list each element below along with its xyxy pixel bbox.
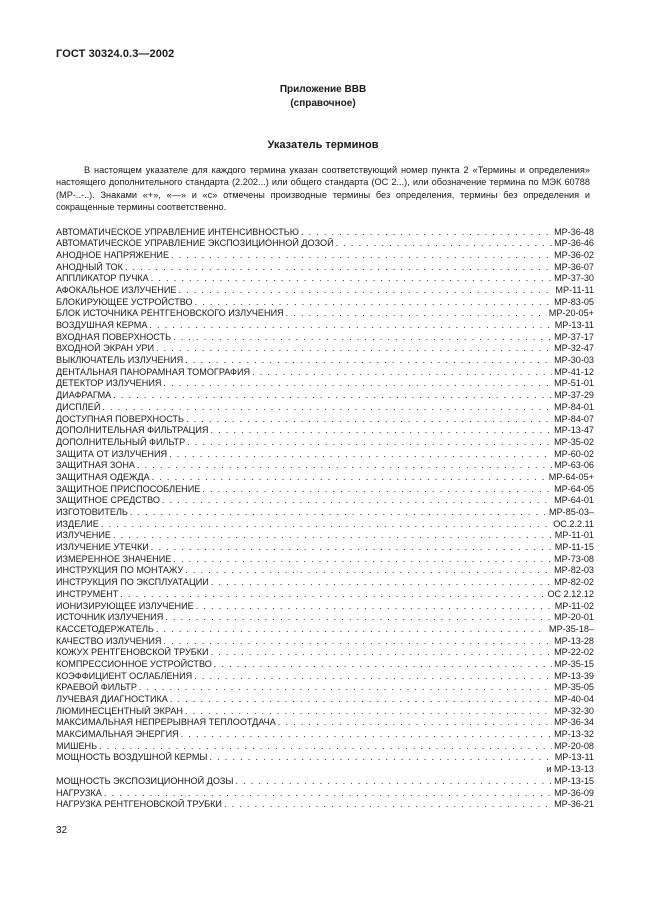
index-entry — [56, 495, 594, 507]
index-reference: МР-11-02 — [554, 600, 594, 611]
index-reference: МР-11-11 — [555, 284, 594, 295]
index-term: ИЗЛУЧЕНИЕ — [56, 530, 111, 541]
dot-leader — [125, 262, 552, 274]
dot-leader — [286, 308, 547, 320]
index-title: Указатель терминов — [267, 139, 379, 151]
index-entry — [56, 320, 594, 332]
index-term: ДОСТУПНАЯ ПОВЕРХНОСТЬ — [56, 413, 184, 424]
dot-leader — [210, 752, 553, 764]
appendix-heading — [0, 83, 646, 111]
index-term: ИОНИЗИРУЮЩЕЕ ИЗЛУЧЕНИЕ — [56, 600, 194, 611]
index-term: ИЗЛУЧЕНИЕ УТЕЧКИ — [56, 542, 149, 553]
index-reference: МР-41-12 — [554, 366, 594, 377]
index-entry — [56, 507, 594, 519]
index-term: ДИАФРАГМА — [56, 390, 112, 401]
index-reference: МР-36-21 — [554, 799, 594, 810]
index-term: ИСТОЧНИК ИЗЛУЧЕНИЯ — [56, 612, 164, 623]
index-reference: МР-84-07 — [554, 413, 594, 424]
index-entry — [56, 788, 594, 800]
index-entry — [56, 752, 594, 764]
index-entry — [56, 227, 594, 239]
index-term: НАГРУЗКА — [56, 787, 102, 798]
dot-leader — [137, 460, 552, 472]
index-entry — [56, 308, 594, 320]
index-reference: МР-13-11 — [554, 320, 594, 330]
index-reference: МР-64-01 — [554, 495, 594, 506]
dot-leader — [173, 554, 552, 566]
index-term: НАГРУЗКА РЕНТГЕНОВСКОЙ ТРУБКИ — [56, 799, 222, 810]
index-term: АНОДНЫЙ ТОК — [56, 261, 123, 272]
index-entry — [56, 460, 594, 472]
index-reference: МР-32-30 — [554, 705, 594, 716]
index-reference: МР-64-05 — [554, 483, 594, 494]
index-term: ВОЗДУШНАЯ КЕРМА — [56, 320, 148, 330]
dot-leader — [120, 589, 545, 601]
index-entry — [56, 472, 594, 484]
appendix-subtitle: (справочное) — [290, 98, 356, 109]
index-term: МОЩНОСТЬ ЭКСПОЗИЦИОННОЙ ДОЗЫ — [56, 775, 234, 786]
index-term: КРАЕВОЙ ФИЛЬТР — [56, 682, 137, 693]
index-reference: МР-13-11 — [554, 752, 594, 763]
index-intro: В настоящем указателе для каждого термина указан соответствующий номер пункта 2 «Термины и определения» настоящего дополнительного стандарта (2.202...) или общего стандарта (ОС 2...), или обозначение термина по МЭК 60788 (МР-..-..). Знаками «+», «—» и «с» отмечены производные термины без определения, термины без определения и сокращенные термины соответственно. — [56, 165, 590, 213]
index-entry — [56, 776, 594, 788]
dot-leader — [165, 612, 552, 624]
index-term: КОЖУХ РЕНТГЕНОВСКОЙ ТРУБКИ — [56, 647, 209, 658]
index-entry — [56, 799, 594, 811]
index-reference: МР-60-02 — [554, 448, 594, 459]
index-entry — [56, 530, 594, 542]
index-entry — [56, 565, 594, 577]
dot-leader — [235, 776, 552, 788]
index-entry — [56, 285, 594, 297]
dot-leader — [113, 390, 552, 402]
dot-leader — [101, 519, 551, 531]
dot-leader — [252, 367, 552, 379]
index-term: КАЧЕСТВО ИЗЛУЧЕНИЯ — [56, 635, 162, 646]
dot-leader — [214, 659, 552, 671]
index-entry — [56, 694, 594, 706]
dot-leader — [185, 565, 552, 577]
dot-leader — [99, 741, 552, 753]
dot-leader — [170, 694, 552, 706]
index-entry — [56, 589, 594, 601]
dot-leader — [151, 542, 553, 554]
index-term: ЗАЩИТНАЯ ЗОНА — [56, 460, 135, 471]
index-reference: МР-36-02 — [554, 249, 594, 260]
index-reference: МР-13-15 — [554, 775, 594, 786]
index-term: АВТОМАТИЧЕСКОЕ УПРАВЛЕНИЕ ИНТЕНСИВНОСТЬЮ — [56, 226, 299, 237]
index-entry — [56, 682, 594, 694]
dot-leader — [194, 671, 552, 683]
index-reference: МР-37-29 — [554, 390, 594, 401]
index-term: ВХОДНОЙ ЭКРАН УРИ — [56, 343, 154, 354]
index-entry — [56, 355, 594, 367]
index-entry — [56, 437, 594, 449]
page-number: 32 — [56, 825, 68, 836]
index-term: ИЗМЕРЕННОЕ ЗНАЧЕНИЕ — [56, 553, 172, 564]
index-entry — [56, 612, 594, 624]
index-term: МОЩНОСТЬ ВОЗДУШНОЙ КЕРМЫ — [56, 752, 208, 763]
dot-leader — [152, 472, 547, 484]
index-reference: МР-36-34 — [554, 717, 594, 728]
index-term: ЗАЩИТНОЕ СРЕДСТВО — [56, 495, 160, 506]
index-entry — [56, 449, 594, 461]
index-entry — [56, 542, 594, 554]
index-term: АППЛИКАТОР ПУЧКА — [56, 273, 149, 284]
dot-leader — [187, 437, 552, 449]
index-term: ИЗДЕЛИЕ — [56, 518, 99, 529]
index-reference: МР-84-01 — [554, 401, 594, 412]
index-entry — [56, 332, 594, 344]
index-reference: МР-13-32 — [554, 729, 594, 740]
dot-leader — [173, 332, 552, 344]
dot-leader — [149, 320, 552, 332]
dot-leader — [162, 495, 552, 507]
index-term: КОМПРЕССИОННОЕ УСТРОЙСТВО — [56, 658, 212, 669]
dot-leader — [130, 507, 547, 519]
dot-leader — [211, 577, 552, 589]
dot-leader — [163, 636, 552, 648]
index-reference: МР-36-09 — [554, 787, 594, 798]
index-term: ЗАЩИТНОЕ ПРИСПОСОБЛЕНИЕ — [56, 483, 201, 494]
index-entry — [56, 414, 594, 426]
dot-leader — [181, 729, 552, 741]
dot-leader — [151, 273, 552, 285]
index-reference: МР-82-02 — [554, 577, 594, 588]
index-entry — [56, 659, 594, 671]
index-reference-continuation: и МР-13-13 — [546, 764, 594, 775]
index-term: БЛОК ИСТОЧНИКА РЕНТГЕНОВСКОГО ИЗЛУЧЕНИЯ — [56, 308, 284, 319]
dot-leader — [336, 238, 552, 250]
index-term: ИЗГОТОВИТЕЛЬ — [56, 507, 128, 517]
dot-leader — [185, 355, 552, 367]
index-reference: МР-11-01 — [554, 530, 594, 541]
index-term: ЗАЩИТНАЯ ОДЕЖДА — [56, 471, 150, 482]
document-code: ГОСТ 30324.0.3—2002 — [56, 48, 175, 60]
dot-leader — [171, 250, 552, 262]
index-reference: МР-36-48 — [554, 226, 594, 237]
index-reference: МР-13-28 — [554, 635, 594, 646]
index-reference: МР-11-15 — [554, 542, 594, 553]
dot-leader — [196, 601, 553, 613]
index-entry — [56, 378, 594, 390]
index-term: БЛОКИРУЮЩЕЕ УСТРОЙСТВО — [56, 296, 193, 307]
index-reference: МР-13-39 — [554, 670, 594, 681]
index-term: ЛЮМИНЕСЦЕНТНЫЙ ЭКРАН — [56, 705, 183, 716]
index-reference: МР-37-30 — [554, 273, 594, 284]
index-entry — [56, 577, 594, 589]
index-reference: МР-20-01 — [554, 612, 594, 623]
index-term: АНОДНОЕ НАПРЯЖЕНИЕ — [56, 249, 170, 260]
dot-leader — [156, 343, 552, 355]
index-reference: МР-32-47 — [554, 343, 594, 354]
dot-leader — [278, 717, 552, 729]
index-entry — [56, 647, 594, 659]
index-term: ВЫКЛЮЧАТЕЛЬ ИЗЛУЧЕНИЯ — [56, 355, 184, 366]
index-reference: МР-37-17 — [554, 331, 594, 342]
index-term: АФОКАЛЬНОЕ ИЗЛУЧЕНИЕ — [56, 284, 177, 295]
index-entry — [56, 484, 594, 496]
index-reference: МР-83-05 — [554, 296, 594, 307]
index-reference: МР-20-05+ — [548, 308, 594, 319]
index-entry — [56, 717, 594, 729]
index-term: ЗАЩИТА ОТ ИЗЛУЧЕНИЯ — [56, 448, 168, 459]
index-term: МИШЕНЬ — [56, 740, 98, 751]
index-entry — [56, 601, 594, 613]
index-reference: МР-22-02 — [554, 647, 594, 658]
index-term: ДЕТЕКТОР ИЗЛУЧЕНИЯ — [56, 378, 162, 389]
index-reference: МР-73-08 — [554, 553, 594, 564]
index-reference: МР-13-47 — [554, 425, 594, 436]
appendix-title: Приложение ВВВ — [279, 84, 367, 95]
dot-leader — [224, 799, 552, 811]
dot-leader — [211, 647, 552, 659]
index-term: ДОПОЛНИТЕЛЬНЫЙ ФИЛЬТР — [56, 436, 186, 447]
dot-leader — [185, 706, 552, 718]
index-entry — [56, 250, 594, 262]
index-entry — [56, 706, 594, 718]
index-entry — [56, 729, 594, 741]
index-term: ЛУЧЕВАЯ ДИАГНОСТИКА — [56, 694, 168, 704]
index-entry — [56, 343, 594, 355]
dot-leader — [202, 484, 552, 496]
index-entry — [56, 262, 594, 274]
dot-leader — [301, 227, 552, 239]
index-entry — [56, 554, 594, 566]
index-term: КОЭФФИЦИЕНТ ОСЛАБЛЕНИЯ — [56, 670, 193, 681]
index-term: ВХОДНАЯ ПОВЕРХНОСТЬ — [56, 331, 172, 342]
index-reference: МР-82-03 — [554, 565, 594, 576]
dot-leader — [113, 530, 553, 542]
index-term: КАССЕТОДЕРЖАТЕЛЬ — [56, 623, 154, 634]
index-reference: ОС.2.2.11 — [553, 518, 594, 529]
index-entry — [56, 390, 594, 402]
index-entry — [56, 297, 594, 309]
index-reference: МР-40-04 — [554, 694, 594, 704]
index-reference: МР-36-46 — [554, 238, 594, 249]
index-term: ДЕНТАЛЬНАЯ ПАНОРАМНАЯ ТОМОГРАФИЯ — [56, 366, 251, 377]
index-reference: МР-85-03– — [549, 507, 594, 517]
dot-leader — [178, 285, 553, 297]
index-term: ДИСПЛЕЙ — [56, 401, 101, 412]
dot-leader — [195, 297, 552, 309]
dot-leader — [102, 402, 552, 414]
index-term: ДОПОЛНИТЕЛЬНАЯ ФИЛЬТРАЦИЯ — [56, 425, 209, 436]
index-entry — [56, 367, 594, 379]
index-entry — [56, 273, 594, 285]
index-reference: МР-35-15 — [554, 658, 594, 669]
index-reference: МР-36-07 — [554, 261, 594, 272]
index-term: ИНСТРУКЦИЯ ПО ЭКСПЛУАТАЦИИ — [56, 577, 209, 588]
dot-leader — [163, 378, 552, 390]
dot-leader — [104, 788, 552, 800]
index-entry — [56, 741, 594, 753]
index-reference: МР-35-05 — [554, 682, 594, 693]
index-entry — [56, 238, 594, 250]
index-entry — [56, 624, 594, 636]
dot-leader — [139, 682, 552, 694]
index-term: МАКСИМАЛЬНАЯ ЭНЕРГИЯ — [56, 729, 179, 740]
index-reference: МР-64-05+ — [548, 471, 594, 482]
index-term: АВТОМАТИЧЕСКОЕ УПРАВЛЕНИЕ ЭКСПОЗИЦИОННОЙ ДОЗОЙ — [56, 238, 334, 249]
dot-leader — [186, 414, 552, 426]
index-entry — [56, 636, 594, 648]
dot-leader — [169, 449, 552, 461]
term-index-list — [56, 227, 594, 811]
index-reference: МР-63-06 — [554, 460, 594, 471]
index-entry — [56, 671, 594, 683]
index-entry — [56, 402, 594, 414]
dot-leader — [210, 425, 552, 437]
index-reference: МР-30-03 — [554, 355, 594, 366]
index-reference: МР-35-18– — [549, 623, 594, 634]
index-term: ИНСТРУМЕНТ — [56, 588, 119, 599]
index-entry — [56, 519, 594, 531]
index-reference: МР-51-01 — [554, 378, 594, 389]
index-term: ИНСТРУКЦИЯ ПО МОНТАЖУ — [56, 565, 184, 576]
index-reference: МР-35-02 — [554, 436, 594, 447]
index-reference: ОС 2.12.12 — [547, 588, 594, 599]
index-reference: МР-20-08 — [554, 740, 594, 751]
dot-leader — [156, 624, 547, 636]
index-term: МАКСИМАЛЬНАЯ НЕПРЕРЫВНАЯ ТЕПЛООТДАЧА — [56, 717, 276, 728]
index-entry — [56, 425, 594, 437]
